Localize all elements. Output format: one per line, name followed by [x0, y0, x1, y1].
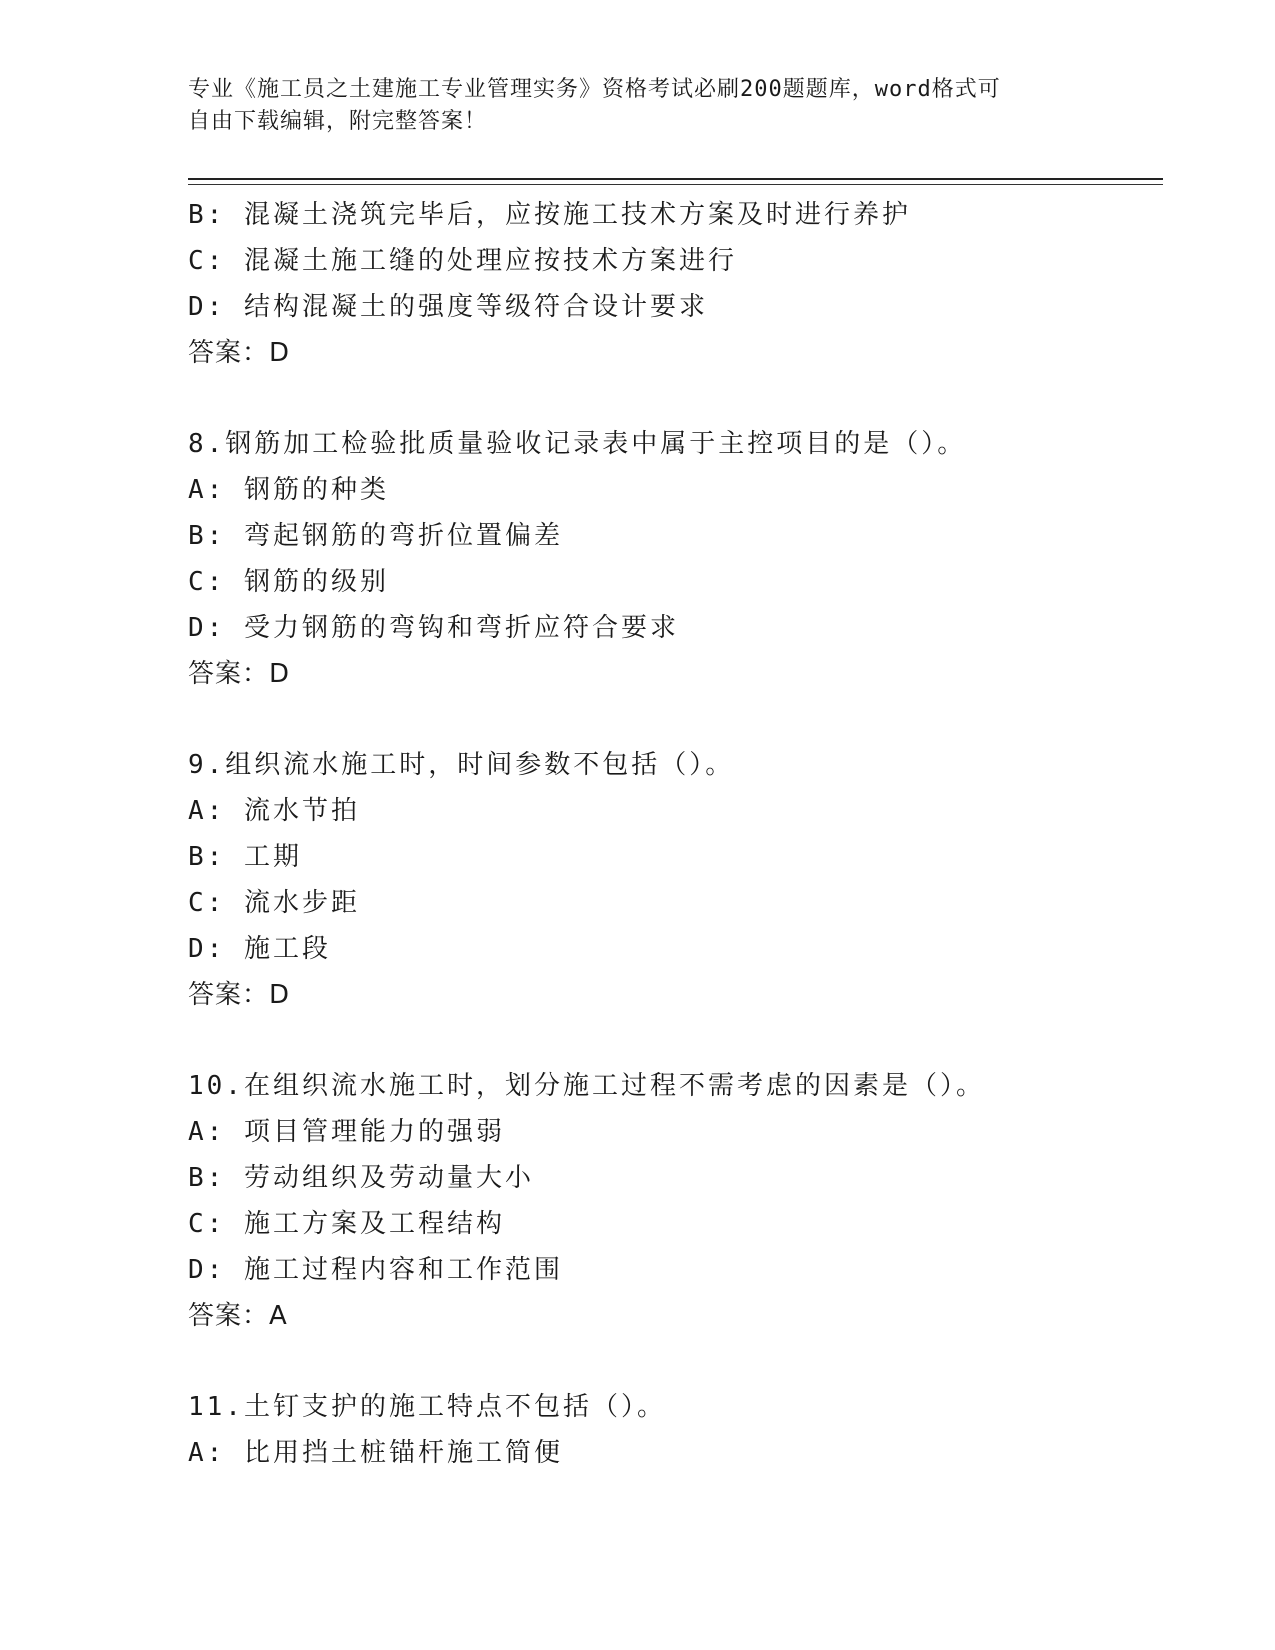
option-c: C: 施工方案及工程结构 [188, 1209, 505, 1239]
option-c: C: 流水步距 [188, 888, 360, 918]
option-a: A: 流水节拍 [188, 796, 360, 826]
option-d: D: 结构混凝土的强度等级符合设计要求 [188, 292, 708, 322]
option-b: B: 工期 [188, 842, 302, 872]
option-a: A: 钢筋的种类 [188, 475, 389, 505]
option-c: C: 混凝土施工缝的处理应按技术方案进行 [188, 246, 737, 276]
document-header [188, 74, 1088, 138]
option-b: B: 弯起钢筋的弯折位置偏差 [188, 521, 563, 551]
answer-line: 答案：D [188, 338, 291, 368]
question-8 [188, 421, 1148, 697]
question-11 [188, 1384, 1148, 1476]
answer-line: 答案：D [188, 980, 291, 1010]
question-stem: 8.钢筋加工检验批质量验收记录表中属于主控项目的是（）。 [188, 429, 967, 459]
question-stem: 9.组织流水施工时，时间参数不包括（）。 [188, 750, 735, 780]
option-d: D: 施工段 [188, 934, 331, 964]
option-a: A: 比用挡土桩锚杆施工简便 [188, 1438, 563, 1468]
question-7-continued [188, 192, 1148, 376]
option-d: D: 施工过程内容和工作范围 [188, 1255, 563, 1285]
question-9 [188, 742, 1148, 1018]
option-d: D: 受力钢筋的弯钩和弯折应符合要求 [188, 613, 679, 643]
option-b: B: 劳动组织及劳动量大小 [188, 1163, 534, 1193]
answer-line: 答案：D [188, 659, 291, 689]
question-content [188, 192, 1148, 1476]
header-line-1: 专业《施工员之土建施工专业管理实务》资格考试必刷200题题库，word格式可 [188, 77, 1001, 102]
header-divider-thick [188, 178, 1163, 180]
question-stem: 10.在组织流水施工时，划分施工过程不需考虑的因素是（）。 [188, 1071, 985, 1101]
option-c: C: 钢筋的级别 [188, 567, 389, 597]
question-stem: 11.土钉支护的施工特点不包括（）。 [188, 1392, 666, 1422]
header-divider-thin [188, 184, 1163, 185]
header-line-2: 自由下载编辑，附完整答案！ [188, 109, 488, 134]
answer-line: 答案：A [188, 1301, 288, 1331]
option-b: B: 混凝土浇筑完毕后，应按施工技术方案及时进行养护 [188, 200, 911, 230]
option-a: A: 项目管理能力的强弱 [188, 1117, 505, 1147]
question-10 [188, 1063, 1148, 1339]
